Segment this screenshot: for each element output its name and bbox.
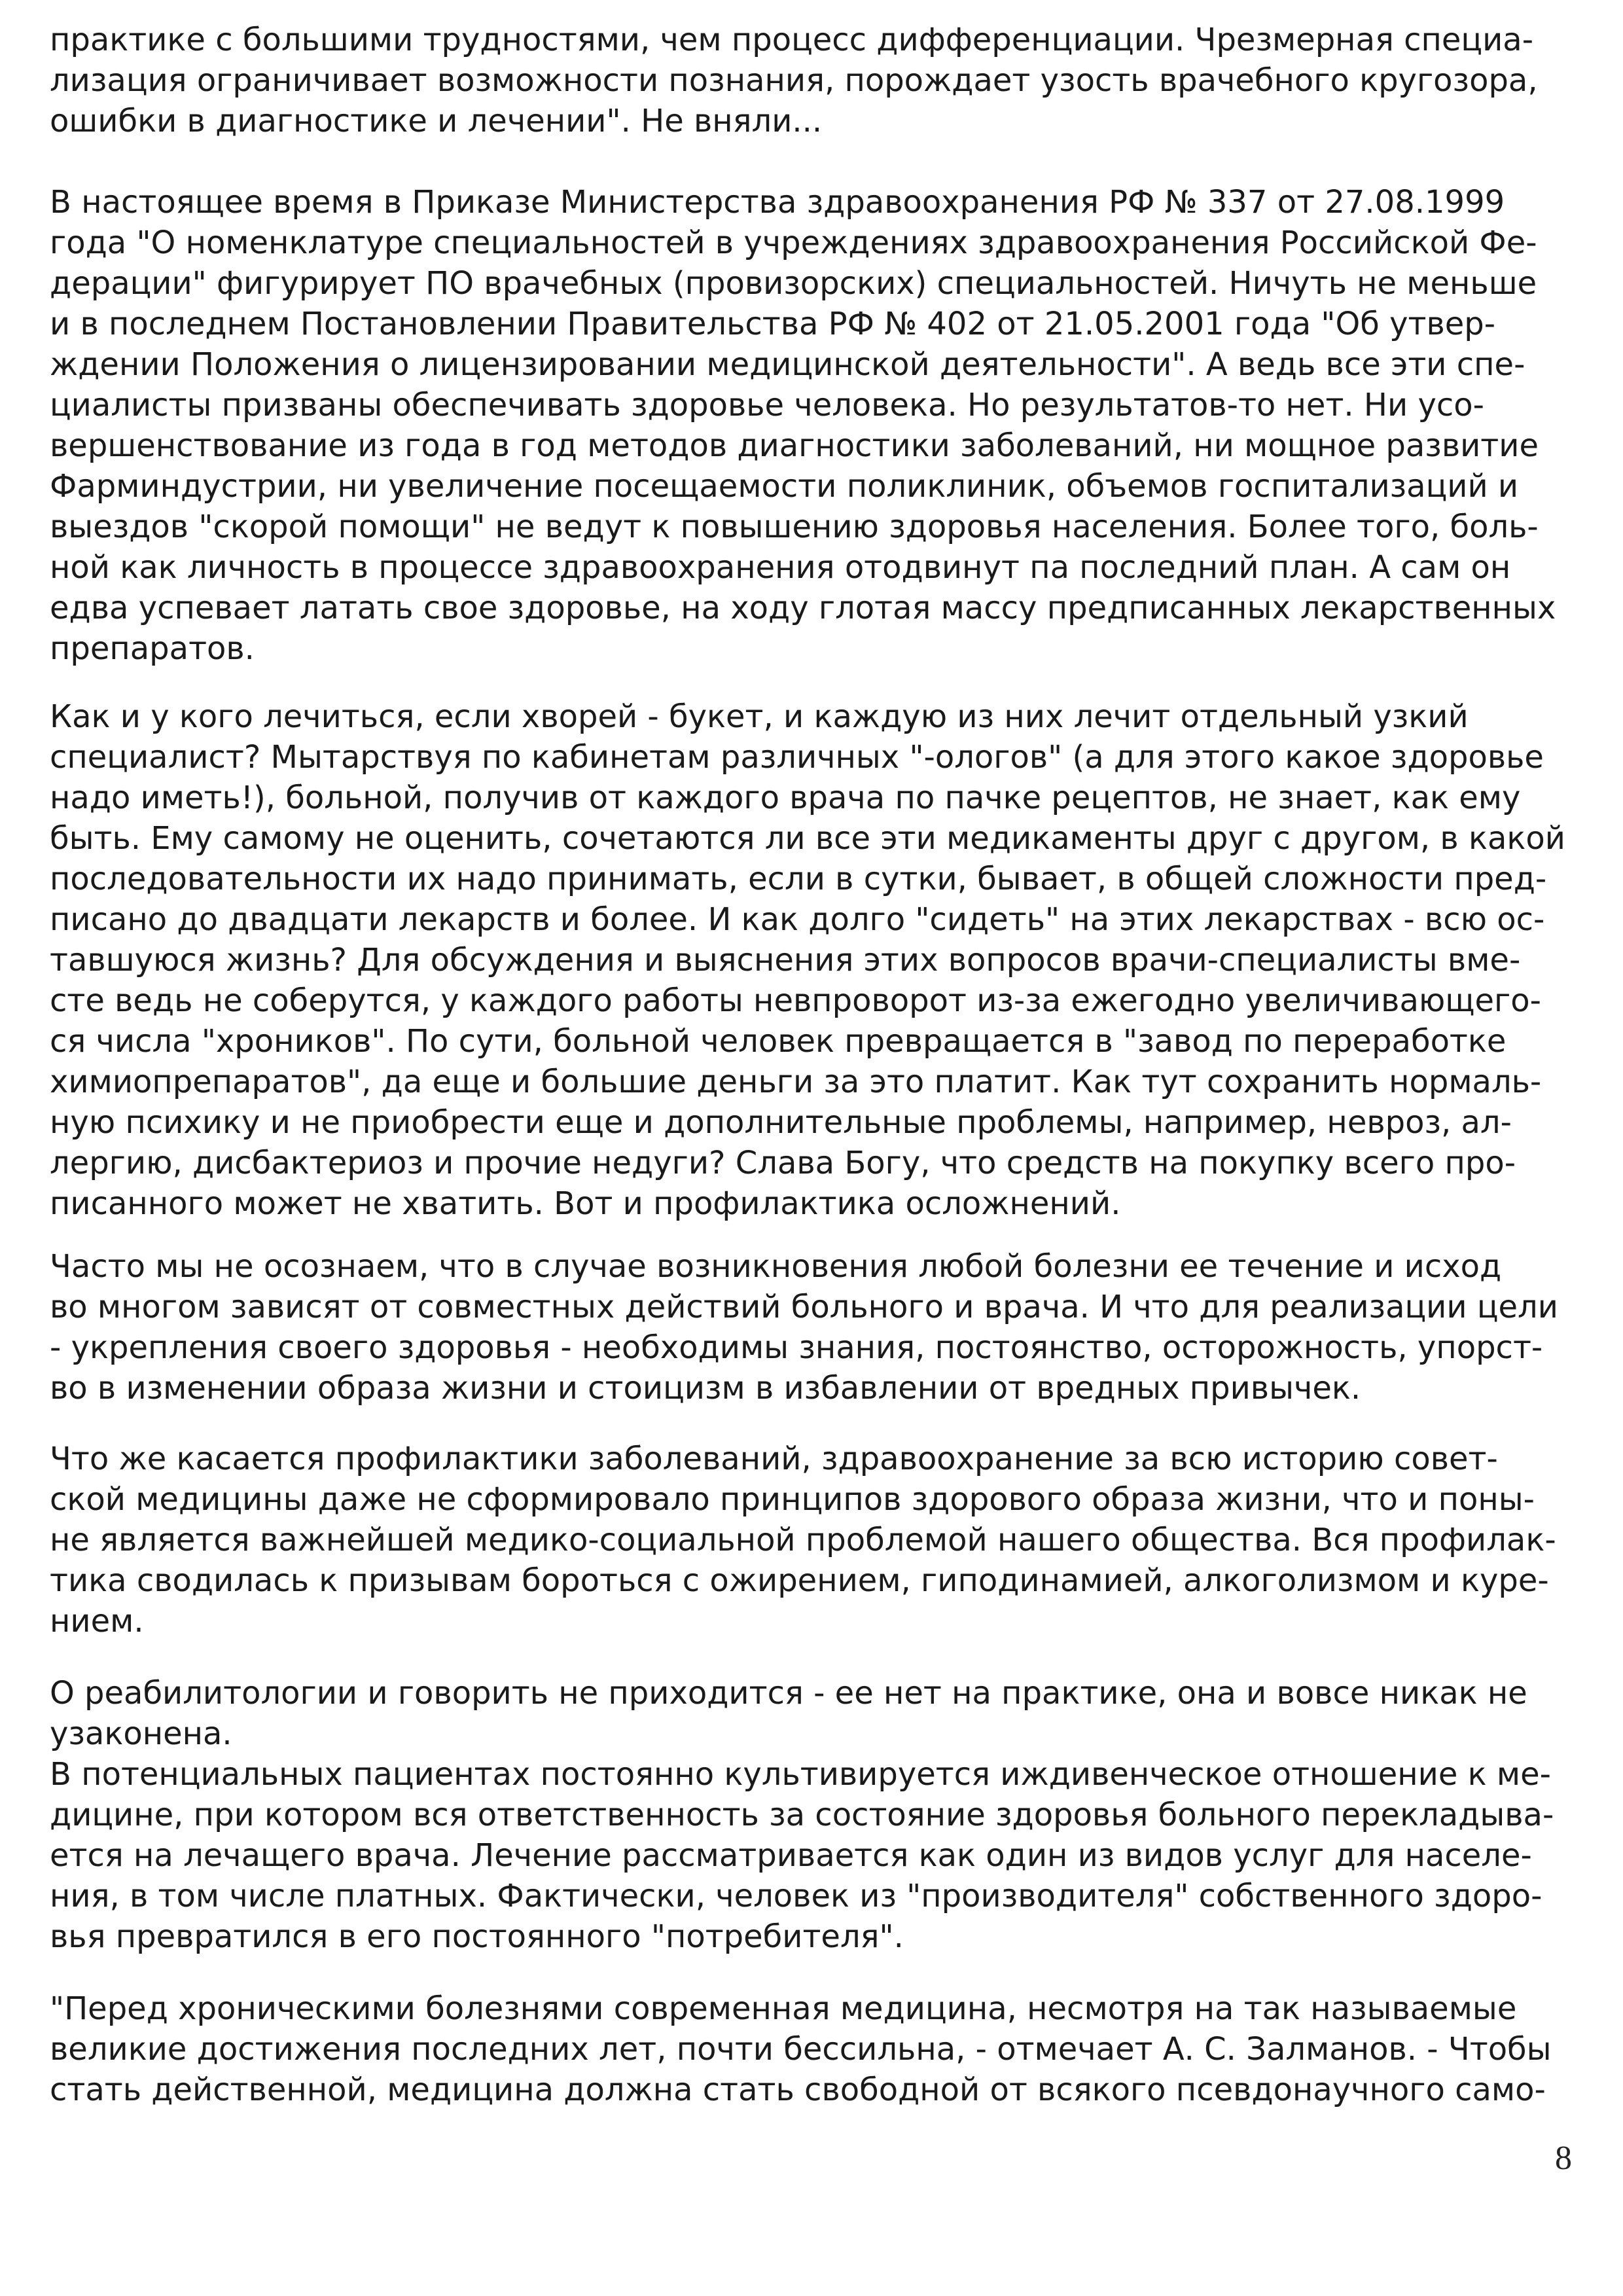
paragraph-1: практике с большими трудностями, чем процесс дифференциации. Чрезмерная специа- лизация ограничивает возможности познания, порождает узость врачебного кругозора, ошибки в диагностике и лечении". Не вняли... (50, 22, 1538, 139)
paragraph-6: О реабилитологии и говорить не приходится - ее нет на практике, она и вовсе никак не узаконена. В потенциальных пациентах постоянно культивируется иждивенческое отношение к ме- дицине, при котором вся ответственность за состояние здоровья больного перекладыва- ется на лечащего врача. Лечение рассматривается как один из видов услуг для населе- ния, в том числе платных. Фактически, человек из "производителя" собственного здоро- вья превратился в его постоянного "потребителя". (50, 1675, 1554, 1955)
paragraph-5: Что же касается профилактики заболеваний, здравоохранение за всю историю совет- ской медицины даже не сформировало принципов здорового образа жизни, что и поны- не является важнейшей медико-социальной проблемой нашего общества. Вся профилак- тика сводилась к призывам бороться с ожирением, гиподинамией, алкоголизмом и куре- нием. (50, 1441, 1556, 1640)
paragraph-3: Как и у кого лечиться, если хворей - букет, и каждую из них лечит отдельный узкий специалист? Мытарствуя по кабинетам различных "-ологов" (а для этого какое здоровье надо иметь!), больной, получив от каждого врача по пачке рецептов, не знает, как ему быть. Ему самому не оценить, сочетаются ли все эти медикаменты друг с другом, в какой последовательности их надо принимать, если в сутки, бывает, в общей сложности пред- писано до двадцати лекарств и более. И как долго "сидеть" на этих лекарствах - всю ос- тавшуюся жизнь? Для обсуждения и выяснения этих вопросов врачи-специалисты вме- сте ведь не соберутся, у каждого работы невпроворот из-за ежегодно увеличивающего- ся числа "хроников". По сути, больной человек превращается в "завод по переработке химиопрепаратов", да еще и большие деньги за это платит. Как тут сохранить нормаль- ную психику и не приобрести еще и дополнительные проблемы, например, невроз, ал- лергию, дисбактериоз и прочие недуги? Слава Богу, что средств на покупку всего про- писанного может не хватить. Вот и профилактика осложнений. (50, 698, 1565, 1222)
page-number: 8 (1555, 2140, 1572, 2177)
paragraph-7: "Перед хроническими болезнями современная медицина, несмотря на так называемые великие достижения последних лет, почти бессильна, - отмечает А. С. Залманов. - Чтобы стать действенной, медицина должна стать свободной от всякого псевдонаучного само- (50, 1990, 1552, 2108)
paragraph-4: Часто мы не осознаем, что в случае возникновения любой болезни ее течение и исход во многом зависят от совместных действий больного и врача. И что для реализации цели - укрепления своего здоровья - необходимы знания, постоянство, осторожность, упорст- во в изменении образа жизни и стоицизм в избавлении от вредных привычек. (50, 1248, 1558, 1407)
paragraph-2: В настоящее время в Приказе Министерства здравоохранения РФ № 337 от 27.08.1999 года "О номенклатуре специальностей в учреждениях здравоохранения Российской Фе- дерации" фигурирует ПО врачебных (провизорских) специальностей. Ничуть не меньше и в последнем Постановлении Правительства РФ № 402 от 21.05.2001 года "Об утвер- ждении Положения о лицензировании медицинской деятельности". А ведь все эти спе- циалисты призваны обеспечивать здоровье человека. Но результатов-то нет. Ни усо- вершенствование из года в год методов диагностики заболеваний, ни мощное развитие Фарминдустрии, ни увеличение посещаемости поликлиник, объемов госпитализаций и выездов "скорой помощи" не ведут к повышению здоровья населения. Более того, боль- ной как личность в процессе здравоохранения отодвинут па последний план. А сам он едва успевает латать свое здоровье, на ходу глотая массу предписанных лекарственных препаратов. (50, 184, 1556, 667)
